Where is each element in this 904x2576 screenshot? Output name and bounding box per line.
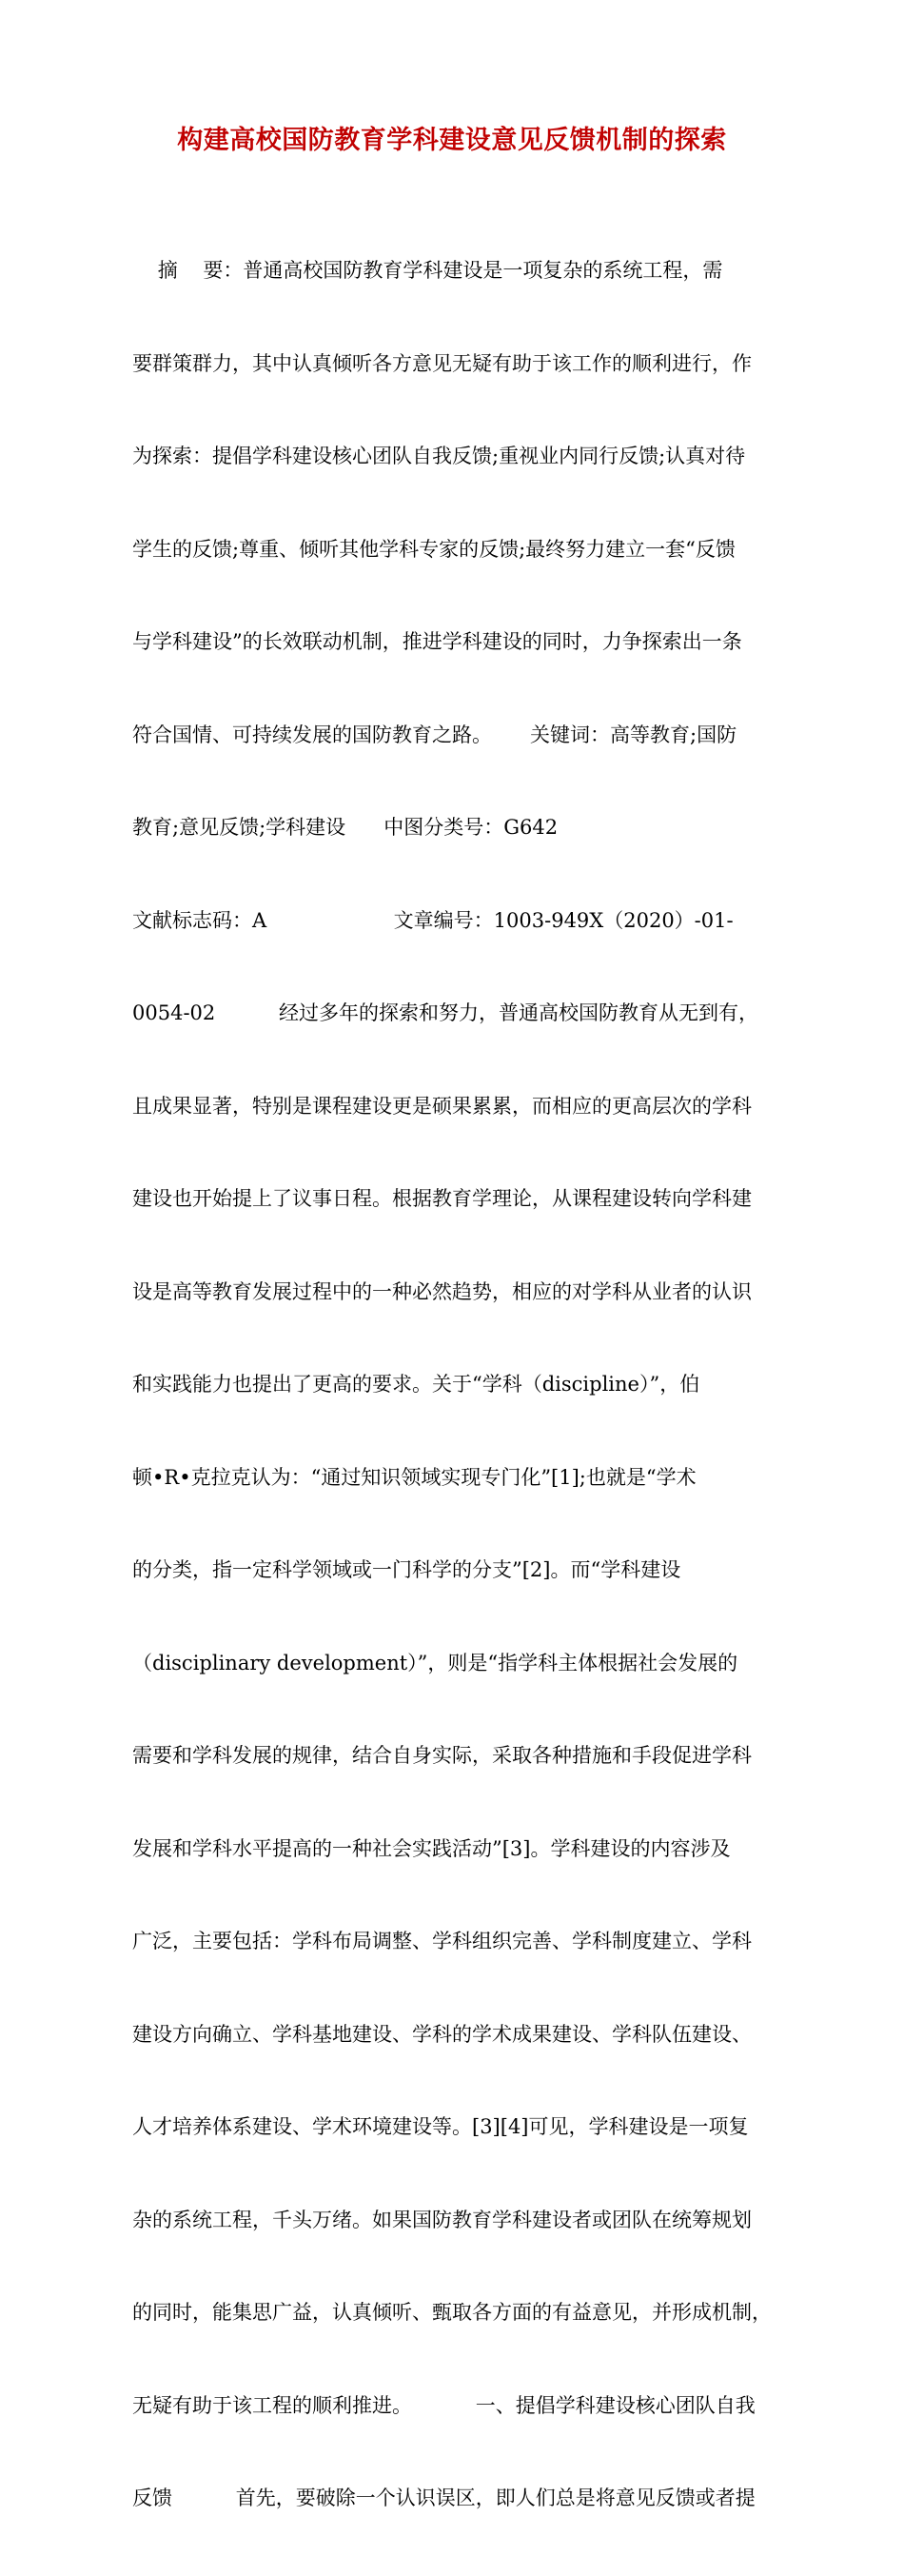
body-line: （disciplinary development）”，则是“指学科主体根据社会发展的 <box>132 1651 738 1674</box>
body-line: 为探索：提倡学科建设核心团队自我反馈;重视业内同行反馈;认真对待 <box>132 445 746 467</box>
body-line: 的同时，能集思广益，认真倾听、甄取各方面的有益意见，并形成机制， <box>132 2301 772 2324</box>
body-line: 教育;意见反馈;学科建设 中图分类号：G642 <box>132 816 559 839</box>
body-line: 和实践能力也提出了更高的要求。关于“学科（discipline）”，伯 <box>132 1373 700 1396</box>
body-line: 学生的反馈;尊重、倾听其他学科专家的反馈;最终努力建立一套“反馈 <box>132 537 736 561</box>
body-line: 摘 要：普通高校国防教育学科建设是一项复杂的系统工程，需 <box>132 259 723 282</box>
body-line: 广泛，主要包括：学科布局调整、学科组织完善、学科制度建立、学科 <box>132 1930 752 1952</box>
body-line: 人才培养体系建设、学术环境建设等。[3][4]可见，学科建设是一项复 <box>132 2115 749 2138</box>
body-line: 文献标志码：A 文章编号：1003-949X（2020）-01- <box>132 908 734 932</box>
body-line: 发展和学科水平提高的一种社会实践活动”[3]。学科建设的内容涉及 <box>132 1836 731 1860</box>
document-title: 构建高校国防教育学科建设意见反馈机制的探索 <box>177 126 727 155</box>
body-line: 需要和学科发展的规律，结合自身实际，采取各种措施和手段促进学科 <box>132 1744 752 1767</box>
body-line: 反馈 首先，要破除一个认识误区，即人们总是将意见反馈或者提 <box>132 2487 756 2509</box>
document-body <box>132 193 776 2576</box>
body-line: 杂的系统工程，千头万绪。如果国防教育学科建设者或团队在统筹规划 <box>132 2208 752 2231</box>
body-line: 设是高等教育发展过程中的一种必然趋势，相应的对学科从业者的认识 <box>132 1279 752 1303</box>
body-line: 建设方向确立、学科基地建设、学科的学术成果建设、学科队伍建设、 <box>132 2022 752 2046</box>
body-line: 要群策群力，其中认真倾听各方意见无疑有助于该工作的顺利进行，作 <box>132 351 752 375</box>
body-line: 顿•R•克拉克认为：“通过知识领域实现专门化”[1];也就是“学术 <box>132 1465 697 1489</box>
body-line: 的分类，指一定科学领域或一门科学的分支”[2]。而“学科建设 <box>132 1558 681 1581</box>
body-line: 与学科建设”的长效联动机制，推进学科建设的同时，力争探索出一条 <box>132 630 742 653</box>
body-line: 0054-02 经过多年的探索和努力，普通高校国防教育从无到有， <box>132 1001 759 1024</box>
body-line: 且成果显著，特别是课程建设更是硕果累累，而相应的更高层次的学科 <box>132 1094 752 1118</box>
body-line: 符合国情、可持续发展的国防教育之路。 关键词：高等教育;国防 <box>132 723 737 746</box>
body-line: 建设也开始提上了议事日程。根据教育学理论，从课程建设转向学科建 <box>132 1187 752 1210</box>
body-line: 无疑有助于该工程的顺利推进。 一、提倡学科建设核心团队自我 <box>132 2393 756 2417</box>
